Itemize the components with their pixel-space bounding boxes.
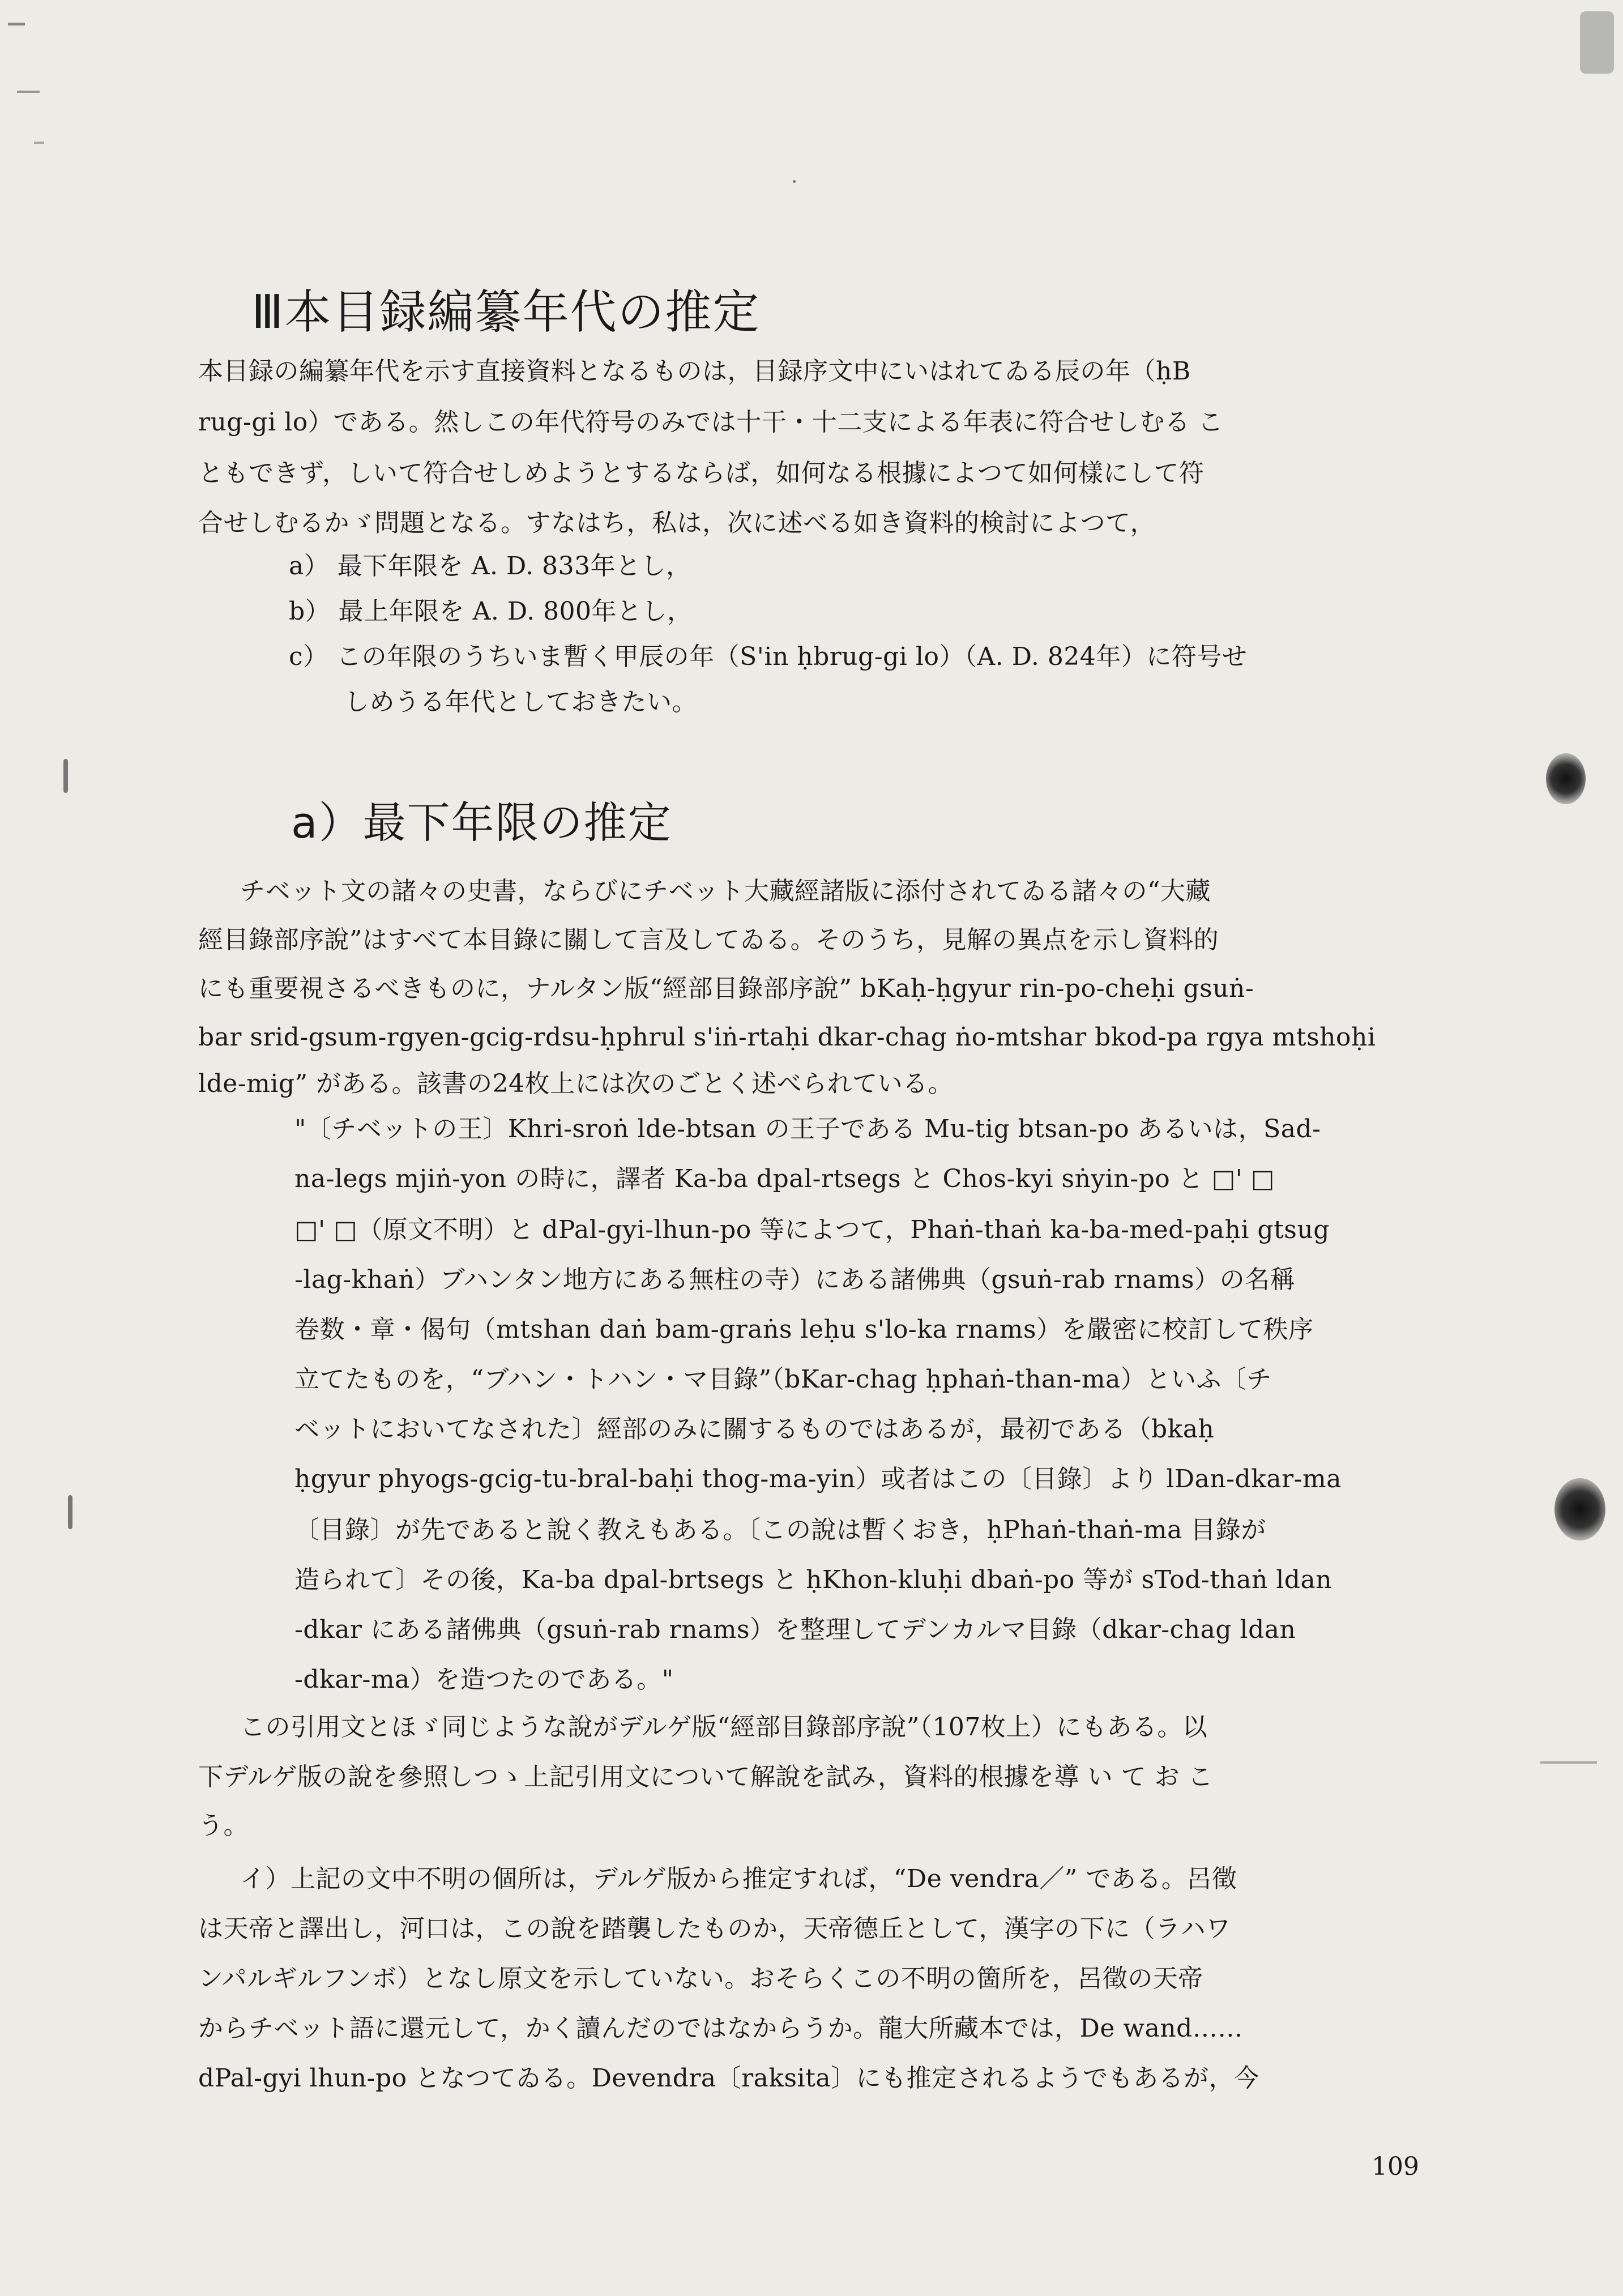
- speck-top-center: [793, 180, 796, 183]
- punch-hole-mark-upper: [1546, 753, 1586, 804]
- para1-line: チベット文の諸々の史書，ならびにチベット大藏經諸版に添付されてゐる諸々の“大藏: [240, 877, 1211, 906]
- margin-mark-left-upper: [63, 759, 68, 793]
- para1-line: lde-mig” がある。該書の24枚上には次のごとく述べられている。: [198, 1069, 954, 1098]
- quote-line: 造られて〕その後，Ka-ba dpal-brtsegs と ḥKhon-kluḥi dbaṅ-po 等が sTod-thaṅ ldan: [294, 1565, 1332, 1594]
- list-item-b: b） 最上年限を A. D. 800年とし，: [289, 597, 693, 626]
- para3-line: からチベット語に還元して，かく讀んだのではなからうか。龍大所藏本では，De wand……: [198, 2014, 1243, 2043]
- quote-line: 立てたものを，“ブハン・トハン・マ目錄”（bKar-chag ḥphaṅ-than-ma）といふ〔チ: [294, 1365, 1272, 1394]
- intro-line: 本目録の編纂年代を示す直接資料となるものは，目録序文中にいはれてゐる辰の年（ḥB: [198, 357, 1191, 386]
- quote-line: na-legs mjiṅ-yon の時に，譯者 Ka-ba dpal-rtsegs と Chos-kyi sṅyin-po と □' □: [294, 1164, 1275, 1193]
- margin-mark-left-lower: [68, 1495, 72, 1529]
- intro-line: rug-gi lo）である。然しこの年代符号のみでは十干・十二支による年表に符合せしむる こ: [198, 408, 1224, 437]
- list-item-c: c） この年限のうちいま暫く甲辰の年（S'in ḥbrug-gi lo）（A. D. 824年）に符号せ: [289, 642, 1248, 671]
- scan-artifact-top-left: [8, 23, 25, 25]
- para1-line: 經目錄部序說”はすべて本目錄に關して言及してゐる。そのうち，見解の異点を示し資料的: [198, 925, 1219, 954]
- quote-line: -lag-khaṅ）ブハンタン地方にある無柱の寺）にある諸佛典（gsuṅ-rab rnams）の名稱: [294, 1265, 1296, 1294]
- para3-line: イ）上記の文中不明の個所は，デルゲ版から推定すれば，“De vendra／” である。呂徵: [240, 1864, 1237, 1893]
- scan-artifact-top-left-2: [17, 91, 40, 93]
- para3-line: は天帝と譯出し，河口は，この說を踏襲したものか，天帝德丘として，漢字の下に（ラハワ: [198, 1914, 1231, 1943]
- quote-line: -dkar-ma）を造つたのである。": [294, 1665, 674, 1694]
- para1-line: bar srid-gsum-rgyen-gcig-rdsu-ḥphrul s'iṅ-rtaḥi dkar-chag ṅo-mtshar bkod-pa rgya mtshoḥi: [198, 1023, 1376, 1052]
- quote-line: 卷数・章・偈句（mtshan daṅ bam-graṅs leḥu s'lo-ka rnams）を嚴密に校訂して秩序: [294, 1315, 1314, 1344]
- scan-artifact-top-left-3: [34, 142, 44, 144]
- scan-artifact-top-right: [1580, 11, 1614, 74]
- list-item-a: a） 最下年限を A. D. 833年とし，: [289, 552, 691, 581]
- punch-hole-mark-lower: [1554, 1478, 1605, 1540]
- quote-line: ベットにおいてなされた〕經部のみに關するものではあるが，最初である（bkaḥ: [294, 1415, 1215, 1444]
- page-number: 109: [1372, 2152, 1419, 2181]
- intro-line: ともできず，しいて符合せしめようとするならば，如何なる根據によつて如何樣にして符: [198, 459, 1205, 488]
- para1-line: にも重要視さるべきものに，ナルタン版“經部目錄部序說” bKaḥ-ḥgyur rin-po-cheḥi gsuṅ-: [198, 974, 1254, 1003]
- quote-line: ḥgyur phyogs-gcig-tu-bral-baḥi thog-ma-yin）或者はこの〔目錄〕より lDan-dkar-ma: [294, 1465, 1342, 1493]
- para3-line: ンパルギルフンボ）となし原文を示していない。おそらくこの不明の箇所を，呂徵の天帝: [198, 1964, 1203, 1993]
- para2-line: う。: [198, 1811, 249, 1840]
- para2-line: 下デルゲ版の說を參照しつゝ上記引用文について解說を試み，資料的根據を導 い て お こ: [198, 1762, 1214, 1791]
- para2-line: この引用文とほゞ同じような說がデルゲ版“經部目錄部序說”（107枚上）にもある。以: [240, 1713, 1208, 1742]
- para3-line: dPal-gyi lhun-po となつてゐる。Devendra〔raksita〕にも推定されるようでもあるが，今: [198, 2064, 1259, 2093]
- section-heading: Ⅲ本目録編纂年代の推定: [251, 285, 761, 339]
- subsection-heading: a）最下年限の推定: [291, 797, 672, 848]
- quote-line: 〔目錄〕が先であると說く教えもある。〔この說は暫くおき，ḥPhaṅ-thaṅ-ma 目錄が: [294, 1516, 1266, 1544]
- quote-line: □' □（原文不明）と dPal-gyi-lhun-po 等によつて，Phaṅ-thaṅ ka-ba-med-paḥi gtsug: [294, 1215, 1330, 1244]
- quote-line: "〔チベットの王〕Khri-sroṅ lde-btsan の王子である Mu-tig btsan-po あるいは，Sad-: [294, 1115, 1321, 1143]
- intro-line: 合せしむるかゞ問題となる。すなはち，私は，次に述べる如き資料的検討によつて，: [198, 509, 1156, 537]
- list-item-c-continued: しめうる年代としておきたい。: [344, 688, 697, 716]
- quote-line: -dkar にある諸佛典（gsuṅ-rab rnams）を整理してデンカルマ目錄（dkar-chag ldan: [294, 1615, 1296, 1644]
- margin-mark-right: [1540, 1761, 1597, 1764]
